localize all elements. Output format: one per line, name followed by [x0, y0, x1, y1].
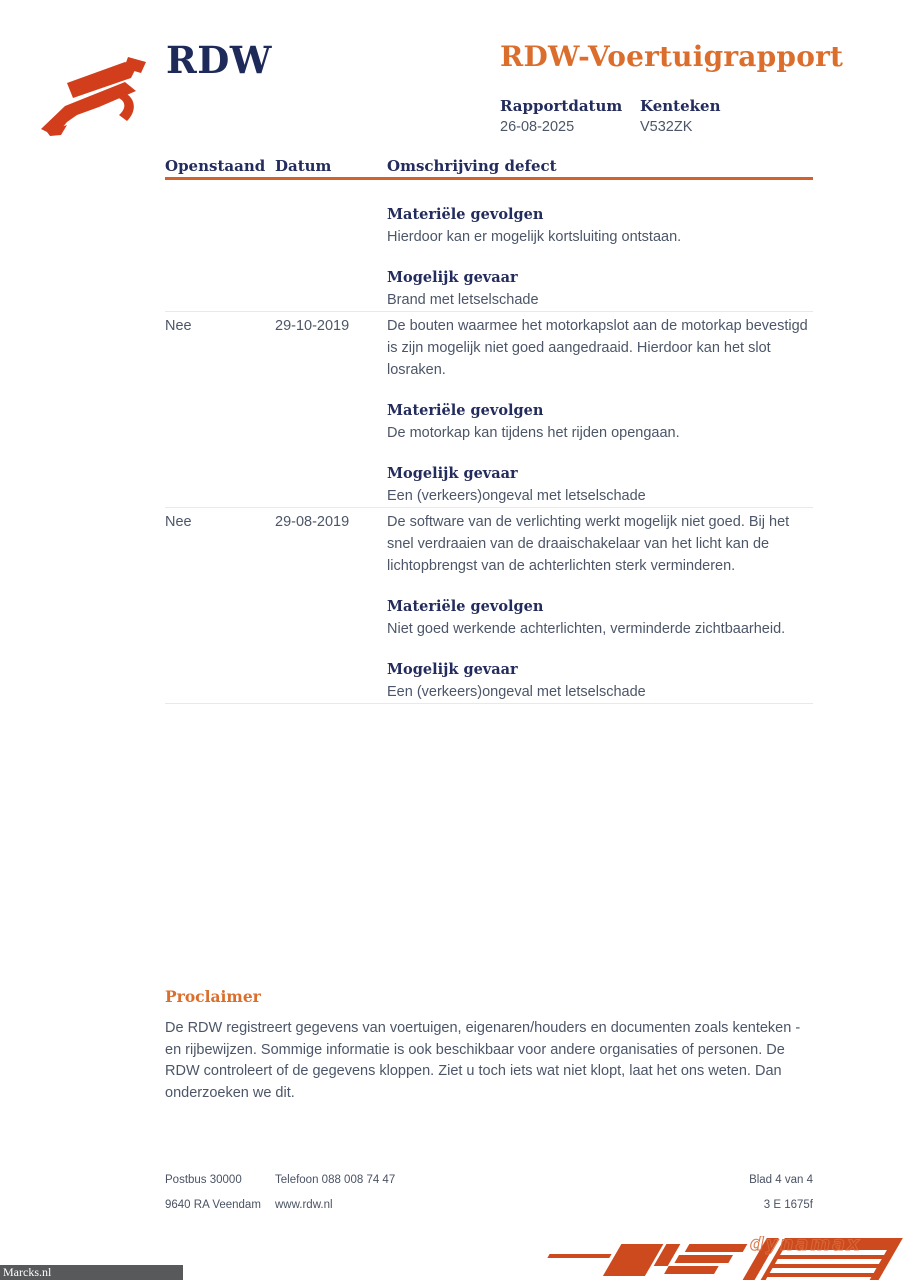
defect-section: [387, 267, 813, 311]
cell-openstaand: Nee: [165, 514, 192, 530]
cell-omschrijving: [387, 204, 813, 311]
defect-intro: De software van de verlichting werkt mogelijk niet goed. Bij het snel verdraaien van de draaischakelaar van het licht kan de lichtopbrengst van de achterlichten sterk verminderen.: [387, 514, 790, 574]
cell-datum: [275, 204, 387, 311]
table-row: [165, 312, 813, 508]
rapportdatum-value: 26-08-2025: [500, 119, 575, 135]
cell-openstaand: Nee: [165, 318, 192, 334]
cell-omschrijving: [387, 315, 813, 507]
section-heading: Mogelijk gevaar: [387, 269, 518, 286]
rapportdatum-label: Rapportdatum: [500, 97, 623, 115]
column-header-omschrijving: Omschrijving defect: [387, 157, 557, 175]
footer-form-code: 3 E 1675f: [763, 1199, 813, 1211]
section-heading: Mogelijk gevaar: [387, 465, 518, 482]
rdw-bird-icon: [36, 52, 158, 140]
table-row: [165, 180, 813, 312]
section-heading: Materiële gevolgen: [387, 402, 544, 419]
proclaimer-title: Proclaimer: [165, 987, 261, 1006]
watermark-bar: Marcks.nl: [0, 1265, 183, 1280]
defect-section: [387, 400, 813, 444]
section-text: Een (verkeers)ongeval met letselschade: [387, 684, 646, 700]
cell-datum: 29-08-2019: [275, 514, 350, 530]
defect-table-header: [165, 157, 813, 180]
section-text: Brand met letselschade: [387, 292, 539, 308]
footer-address-line2: 9640 RA Veendam: [165, 1199, 261, 1211]
page-footer: [165, 1168, 813, 1218]
column-header-datum: Datum: [275, 157, 332, 175]
defect-table: [165, 157, 813, 704]
defect-intro: De bouten waarmee het motorkapslot aan de motorkap bevestigd is zijn mogelijk niet goed aangedraaid. Hierdoor kan het slot losraken.: [387, 318, 808, 378]
defect-section: [387, 463, 813, 507]
defect-section: [387, 659, 813, 703]
footer-address-line1: Postbus 30000: [165, 1174, 242, 1186]
page-title: RDW-Voertuigrapport: [500, 40, 844, 73]
column-header-openstaand: Openstaand: [165, 157, 266, 175]
proclaimer-body: De RDW registreert gegevens van voertuigen, eigenaren/houders en documenten zoals kenteken - en rijbewijzen. Sommige informatie is ook beschikbaar voor andere organisaties of personen. De RDW controleert of de gegevens kloppen. Ziet u toch iets wat niet klopt, laat het ons weten. Dan onderzoeken we dit.: [165, 1020, 801, 1101]
defect-section: [387, 596, 813, 640]
defect-section: [387, 204, 813, 248]
cell-openstaand: [165, 204, 275, 311]
section-text: Niet goed werkende achterlichten, verminderde zichtbaarheid.: [387, 621, 786, 637]
dynamax-logo-text: dynamax: [750, 1236, 862, 1255]
cell-omschrijving: [387, 511, 813, 703]
cell-datum: 29-10-2019: [275, 318, 350, 334]
section-text: De motorkap kan tijdens het rijden opengaan.: [387, 425, 680, 441]
section-text: Hierdoor kan er mogelijk kortsluiting ontstaan.: [387, 229, 682, 245]
defect-rows: [165, 180, 813, 704]
kenteken-value: V532ZK: [640, 119, 693, 135]
dynamax-logo: [512, 1236, 904, 1280]
report-meta: [500, 96, 720, 138]
rdw-brand: [36, 38, 286, 139]
kenteken-label: Kenteken: [640, 97, 721, 115]
proclaimer-section: [165, 987, 813, 1104]
footer-phone: Telefoon 088 008 74 47: [275, 1174, 396, 1186]
section-text: Een (verkeers)ongeval met letselschade: [387, 488, 646, 504]
footer-page-indicator: Blad 4 van 4: [749, 1174, 813, 1186]
section-heading: Materiële gevolgen: [387, 206, 544, 223]
footer-website: www.rdw.nl: [275, 1199, 333, 1211]
rdw-logo-text: RDW: [166, 38, 272, 82]
section-heading: Mogelijk gevaar: [387, 661, 518, 678]
table-row: [165, 508, 813, 704]
section-heading: Materiële gevolgen: [387, 598, 544, 615]
